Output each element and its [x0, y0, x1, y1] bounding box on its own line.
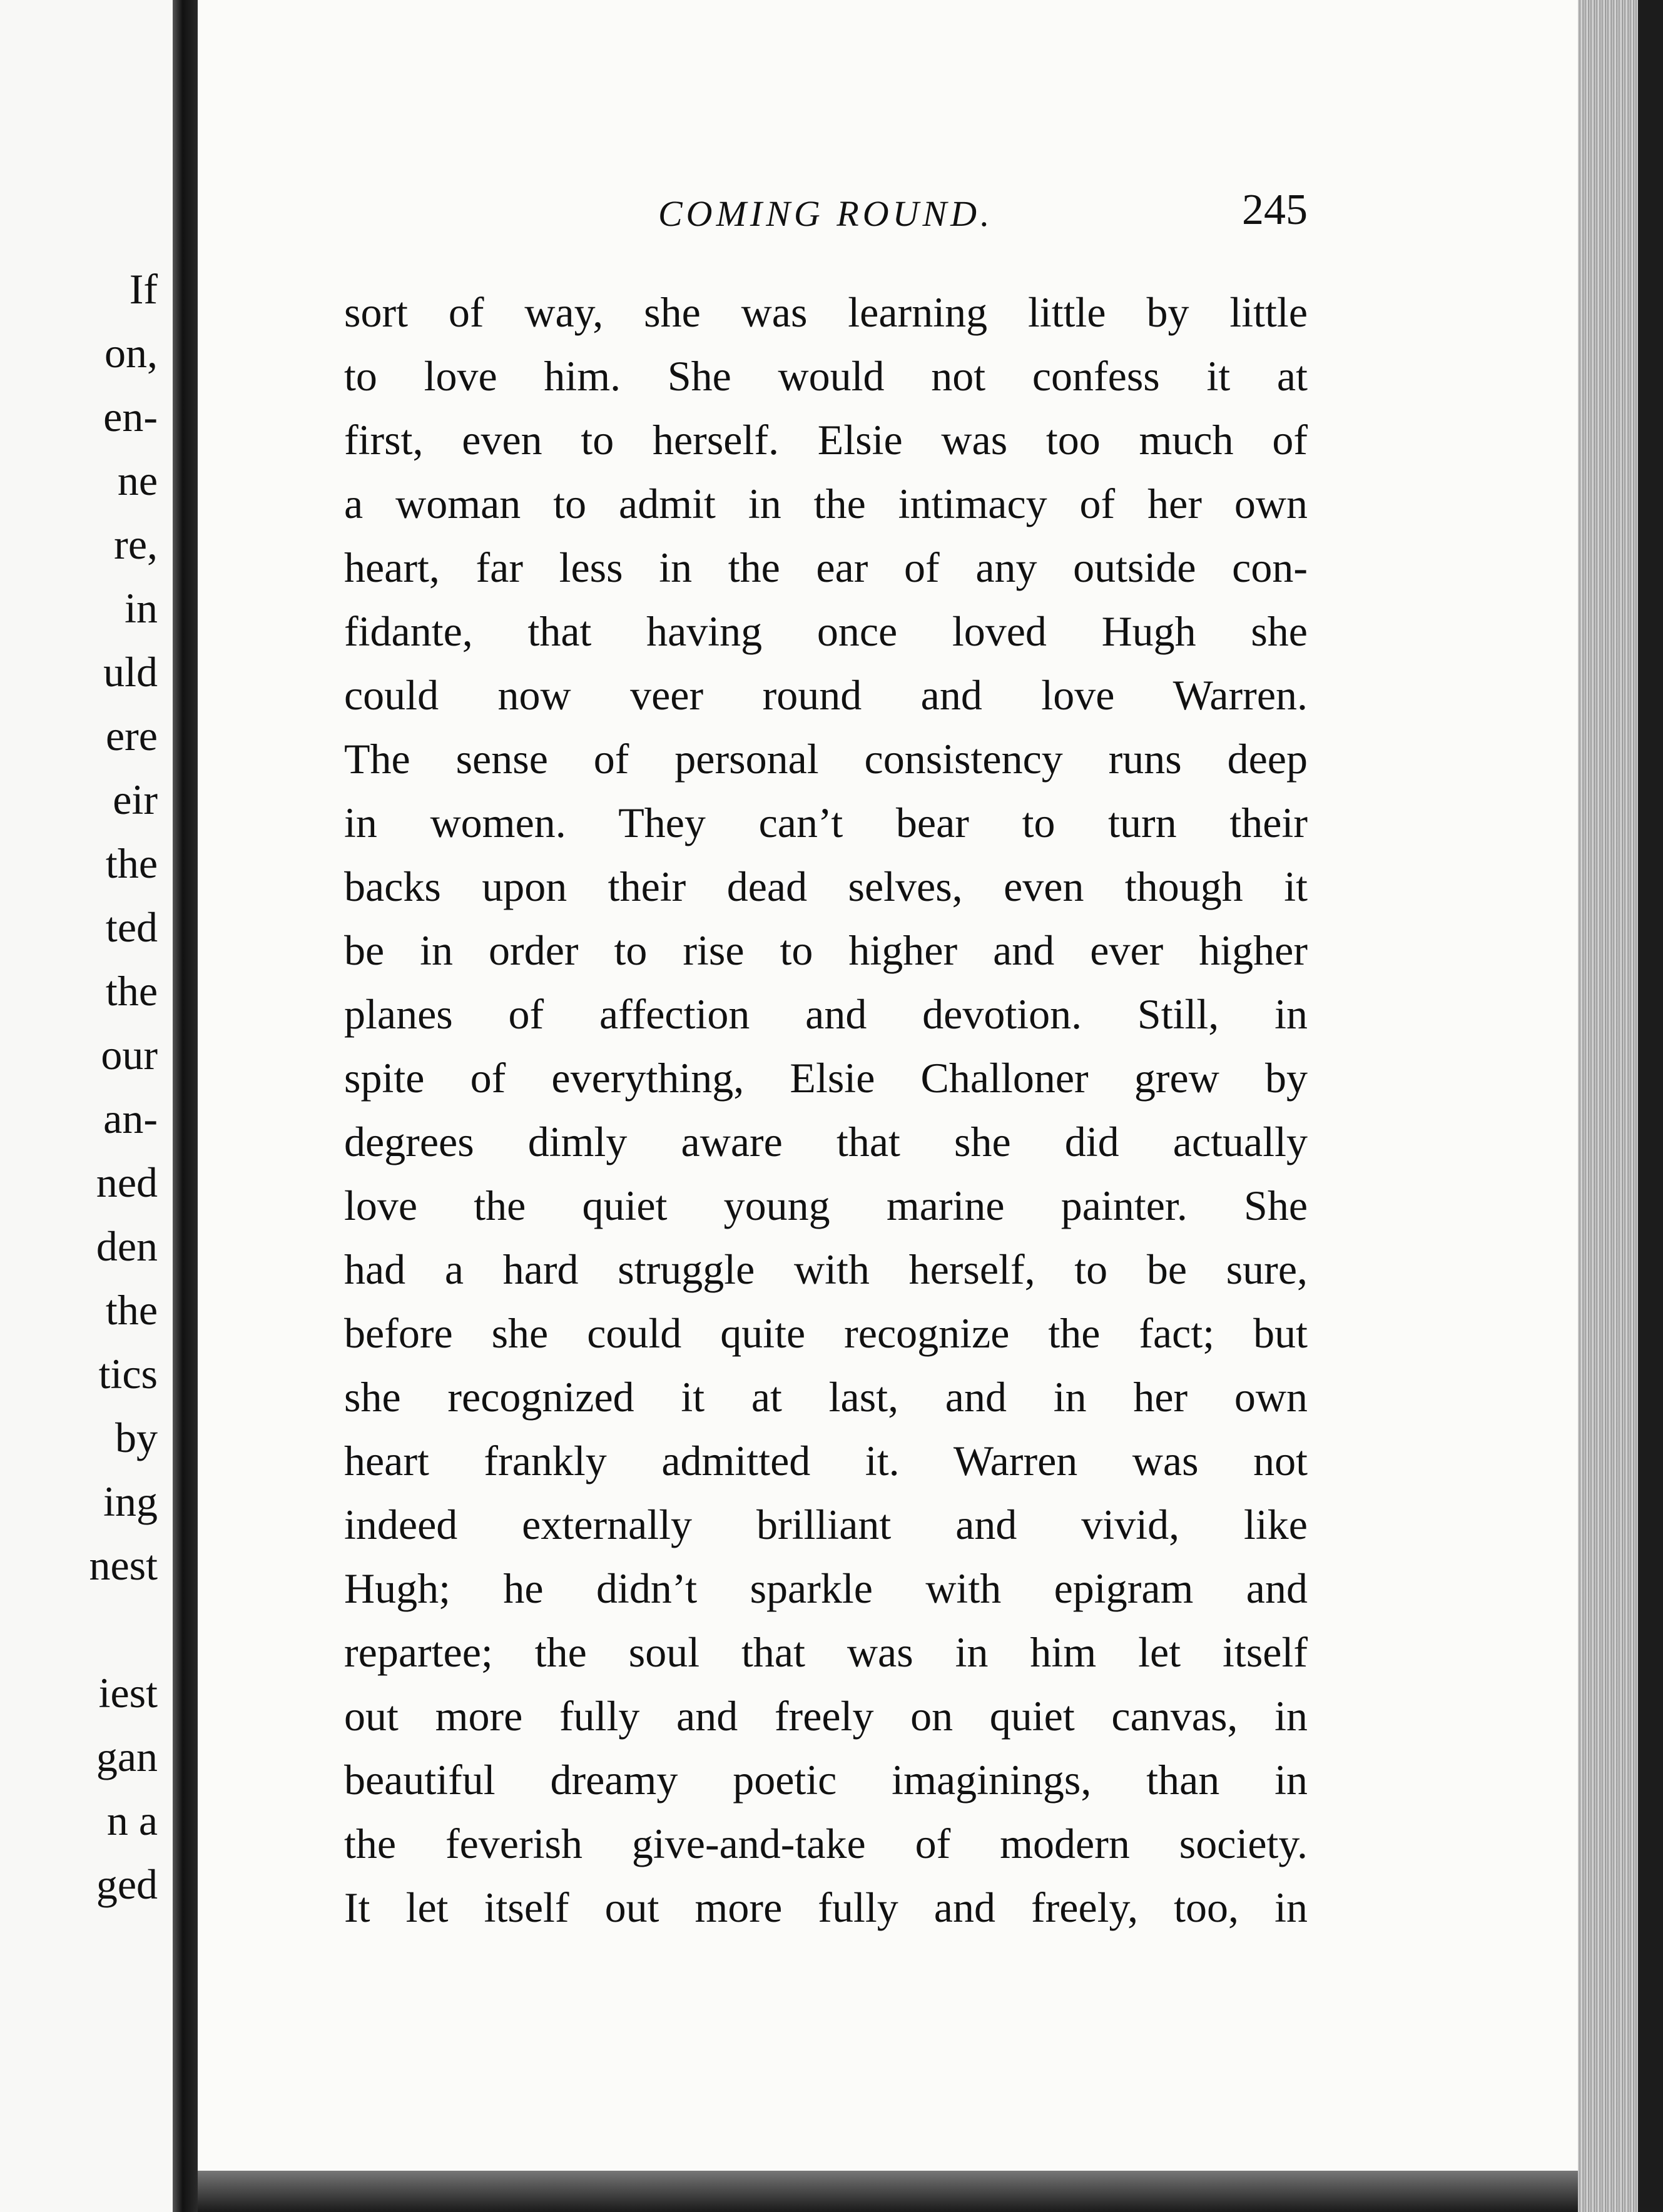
left-page-line: nest — [89, 1541, 158, 1589]
page-header — [344, 185, 1308, 241]
text-line: to love him. She would not confess it at — [344, 352, 1308, 400]
text-line: she recognized it at last, and in her own — [344, 1373, 1308, 1421]
left-page-line: den — [96, 1222, 158, 1270]
left-page-line: tics — [98, 1350, 158, 1398]
body-text — [344, 280, 1308, 1939]
text-line: It let itself out more fully and freely, too, in — [344, 1884, 1308, 1931]
page-number: 245 — [1242, 186, 1308, 234]
text-line: Hugh; he didn’t sparkle with epigram and — [344, 1565, 1308, 1612]
left-page-line: ned — [96, 1159, 158, 1206]
page-edge — [1578, 0, 1663, 2212]
text-line: degrees dimly aware that she did actually — [344, 1118, 1308, 1165]
left-page-line: in — [125, 584, 158, 632]
left-page-line: iest — [98, 1669, 158, 1717]
left-page-line: n a — [106, 1797, 158, 1844]
text-line: heart frankly admitted it. Warren was not — [344, 1437, 1308, 1484]
left-page-line: ged — [96, 1860, 158, 1908]
text-line: first, even to herself. Elsie was too much of — [344, 416, 1308, 464]
left-page-line: uld — [103, 648, 158, 696]
text-line: repartee; the soul that was in him let itself — [344, 1628, 1308, 1676]
text-line: love the quiet young marine painter. She — [344, 1182, 1308, 1229]
text-line: heart, far less in the ear of any outside con- — [344, 544, 1308, 591]
text-line: beautiful dreamy poetic imaginings, than in — [344, 1756, 1308, 1804]
text-line: a woman to admit in the intimacy of her own — [344, 480, 1308, 527]
text-line: planes of affection and devotion. Still, in — [344, 990, 1308, 1038]
text-line: the feverish give-and-take of modern society. — [344, 1820, 1308, 1867]
left-page-line: an- — [103, 1095, 158, 1142]
left-page-line: ted — [105, 903, 158, 951]
left-page-line: eir — [113, 776, 158, 823]
left-page-line: ing — [103, 1478, 158, 1525]
left-page-line: the — [105, 967, 158, 1015]
text-line: in women. They can’t bear to turn their — [344, 799, 1308, 846]
left-page-line: the — [105, 840, 158, 887]
book-gutter — [173, 0, 198, 2212]
left-page-line: If — [129, 265, 158, 313]
left-page-line: our — [101, 1031, 158, 1078]
text-line: be in order to rise to higher and ever higher — [344, 926, 1308, 974]
left-page-line: re, — [114, 520, 158, 568]
running-head: COMING ROUND. — [658, 193, 994, 234]
text-line: had a hard struggle with herself, to be sure, — [344, 1246, 1308, 1293]
text-line: could now veer round and love Warren. — [344, 671, 1308, 719]
left-page-line: by — [115, 1414, 158, 1461]
left-page-line: the — [105, 1286, 158, 1334]
left-page-line: ne — [117, 457, 158, 504]
text-line: fidante, that having once loved Hugh she — [344, 607, 1308, 655]
text-line: sort of way, she was learning little by little — [344, 288, 1308, 336]
left-page-line: ere — [105, 712, 158, 759]
left-page-line: gan — [96, 1733, 158, 1780]
left-page-line: on, — [104, 329, 158, 377]
left-page — [0, 0, 181, 2212]
text-line: indeed externally brilliant and vivid, like — [344, 1501, 1308, 1548]
text-line: out more fully and freely on quiet canvas, in — [344, 1692, 1308, 1740]
text-line: The sense of personal consistency runs deep — [344, 735, 1308, 783]
page-bottom-shadow — [198, 2171, 1578, 2212]
text-line: spite of everything, Elsie Challoner grew by — [344, 1054, 1308, 1102]
text-line: before she could quite recognize the fact; but — [344, 1309, 1308, 1357]
text-line: backs upon their dead selves, even though it — [344, 863, 1308, 910]
left-page-line: en- — [103, 393, 158, 440]
